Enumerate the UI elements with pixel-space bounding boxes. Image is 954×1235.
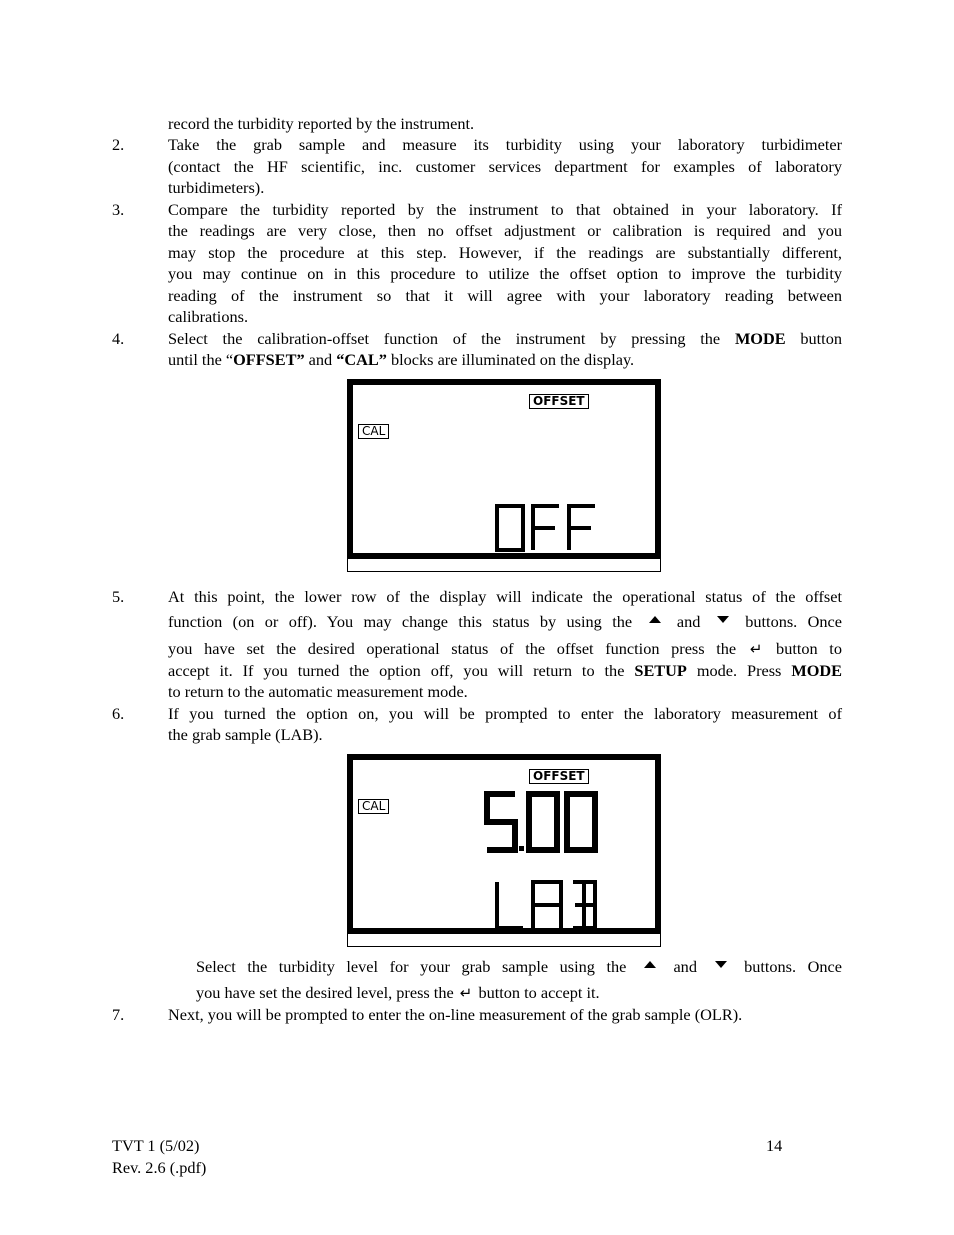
step-6-sub-text-2b: button to accept it.: [478, 983, 600, 1002]
down-arrow-icon-2: [715, 961, 727, 968]
lcd-top-row: [481, 788, 601, 858]
lcd-bottom-text: OFF: [493, 502, 495, 503]
offset-indicator: OFFSET: [529, 394, 589, 409]
segment-digit-o: [497, 506, 523, 550]
lcd-display-lab: [347, 754, 661, 951]
step-3-line-2: the readings are very close, then no offset adjustment or calibration is required and you: [168, 221, 842, 240]
intro-line: record the turbidity reported by the instrument.: [168, 114, 475, 133]
cal-indicator-2: CAL: [358, 799, 389, 814]
step-7-line-1: Next, you will be prompted to enter the on-line measurement of the grab sample (OLR).: [168, 1005, 743, 1024]
offset-keyword: OFFSET”: [233, 350, 305, 369]
mode-keyword: MODE: [734, 329, 786, 348]
step-5-line-4: [168, 661, 842, 681]
step-5-text-4c: mode. Press: [686, 661, 792, 680]
step-7-number: 7.: [112, 1005, 125, 1024]
step-5-and: and: [676, 612, 701, 631]
step-4-line-2: [168, 350, 634, 370]
step-5-text-3a: you have set the desired operational status of the offset function press the: [168, 639, 737, 658]
up-arrow-icon: [649, 616, 661, 623]
step-4-line-1-end: button: [800, 329, 842, 348]
setup-keyword: SETUP: [634, 661, 687, 680]
step-5-text-c: buttons. Once: [745, 612, 842, 631]
step-4-line-1-text: Select the calibration-offset function of the instrument by pressing the: [168, 329, 721, 348]
segment-digit-b: [573, 882, 595, 928]
step-6-sub-line-1: [196, 957, 842, 977]
step-4-text-c: and: [304, 350, 337, 369]
step-5-text-3b: button to: [776, 639, 842, 658]
step-6-sub-text-c: buttons. Once: [744, 957, 842, 976]
step-6-number: 6.: [112, 704, 125, 723]
footer-doc-id: TVT 1 (5/02): [112, 1136, 200, 1155]
up-arrow-icon-2: [644, 961, 656, 968]
lcd-tab: [347, 559, 661, 572]
step-3-line-3: may stop the procedure at this step. However, if the readings are substantially different,: [168, 243, 842, 262]
step-6-line-2: the grab sample (LAB).: [168, 725, 323, 744]
step-5-line-5: to return to the automatic measurement mode.: [168, 682, 468, 701]
step-6-sub-text-2a: you have set the desired level, press the: [196, 983, 454, 1002]
step-5-line-2: [168, 612, 842, 632]
step-3-line-1: Compare the turbidity reported by the instrument to that obtained in your laboratory. If: [168, 200, 842, 219]
offset-indicator-2: OFFSET: [529, 769, 589, 784]
segment-digit-f1: [533, 506, 559, 550]
segment-digit-f2: [569, 506, 595, 550]
lcd-screen-2: [347, 754, 661, 934]
lcd-bottom-row-2: [491, 878, 611, 934]
segment-decimal-point: [519, 846, 524, 851]
lcd-screen: [347, 379, 661, 559]
step-5-text-a: function (on or off). You may change this status by using the: [168, 612, 633, 631]
step-3-line-5: reading of the instrument so that it will agree with your laboratory reading between: [168, 286, 842, 305]
step-3-line-6: calibrations.: [168, 307, 249, 326]
footer-page-number: 14: [766, 1136, 783, 1155]
step-4-line-1: [168, 329, 842, 349]
step-2-line-1: Take the grab sample and measure its turbidity using your laboratory turbidimeter: [168, 135, 842, 154]
lcd-bottom-text-2: LAB: [491, 878, 493, 879]
step-5-line-1: At this point, the lower row of the display will indicate the operational status of the offset: [168, 587, 842, 606]
lcd-top-value: 5.00: [481, 788, 483, 789]
down-arrow-icon: [717, 616, 729, 623]
lcd-tab-2: [347, 934, 661, 947]
segment-digit-0a: [529, 794, 557, 850]
step-6-sub-line-2: [196, 983, 600, 1003]
footer-revision: Rev. 2.6 (.pdf): [112, 1158, 207, 1177]
enter-key-icon-2: ↵: [459, 984, 473, 1002]
cal-indicator: CAL: [358, 424, 389, 439]
lcd-display-offset-off: [347, 379, 661, 576]
mode-keyword-2: MODE: [791, 661, 843, 680]
lcd-bottom-row: [493, 502, 603, 554]
step-2-number: 2.: [112, 135, 125, 154]
step-6-line-1: If you turned the option on, you will be prompted to enter the laboratory measurement of: [168, 704, 842, 723]
step-2-line-3: turbidimeters).: [168, 178, 265, 197]
step-5-number: 5.: [112, 587, 125, 606]
step-4-number: 4.: [112, 329, 125, 348]
step-6-sub-and: and: [673, 957, 697, 976]
step-4-text-a: until the “: [168, 350, 234, 369]
step-2-line-2: (contact the HF scientific, inc. customer services department for examples of laboratory: [168, 157, 842, 176]
step-4-text-e: blocks are illuminated on the display.: [386, 350, 635, 369]
step-5-text-4a: accept it. If you turned the option off, you will return to the: [168, 661, 635, 680]
step-3-line-4: you may continue on in this procedure to utilize the offset option to improve the turbidity: [168, 264, 842, 283]
segment-digit-l: [497, 882, 523, 928]
enter-key-icon: ↵: [749, 640, 763, 658]
step-6-sub-text-a: Select the turbidity level for your grab sample using the: [196, 957, 627, 976]
segment-digit-5: [487, 794, 515, 850]
segment-digit-a: [533, 882, 561, 928]
cal-keyword: “CAL”: [336, 350, 387, 369]
step-5-line-3: [168, 639, 842, 659]
segment-digit-0b: [567, 794, 595, 850]
step-3-number: 3.: [112, 200, 125, 219]
